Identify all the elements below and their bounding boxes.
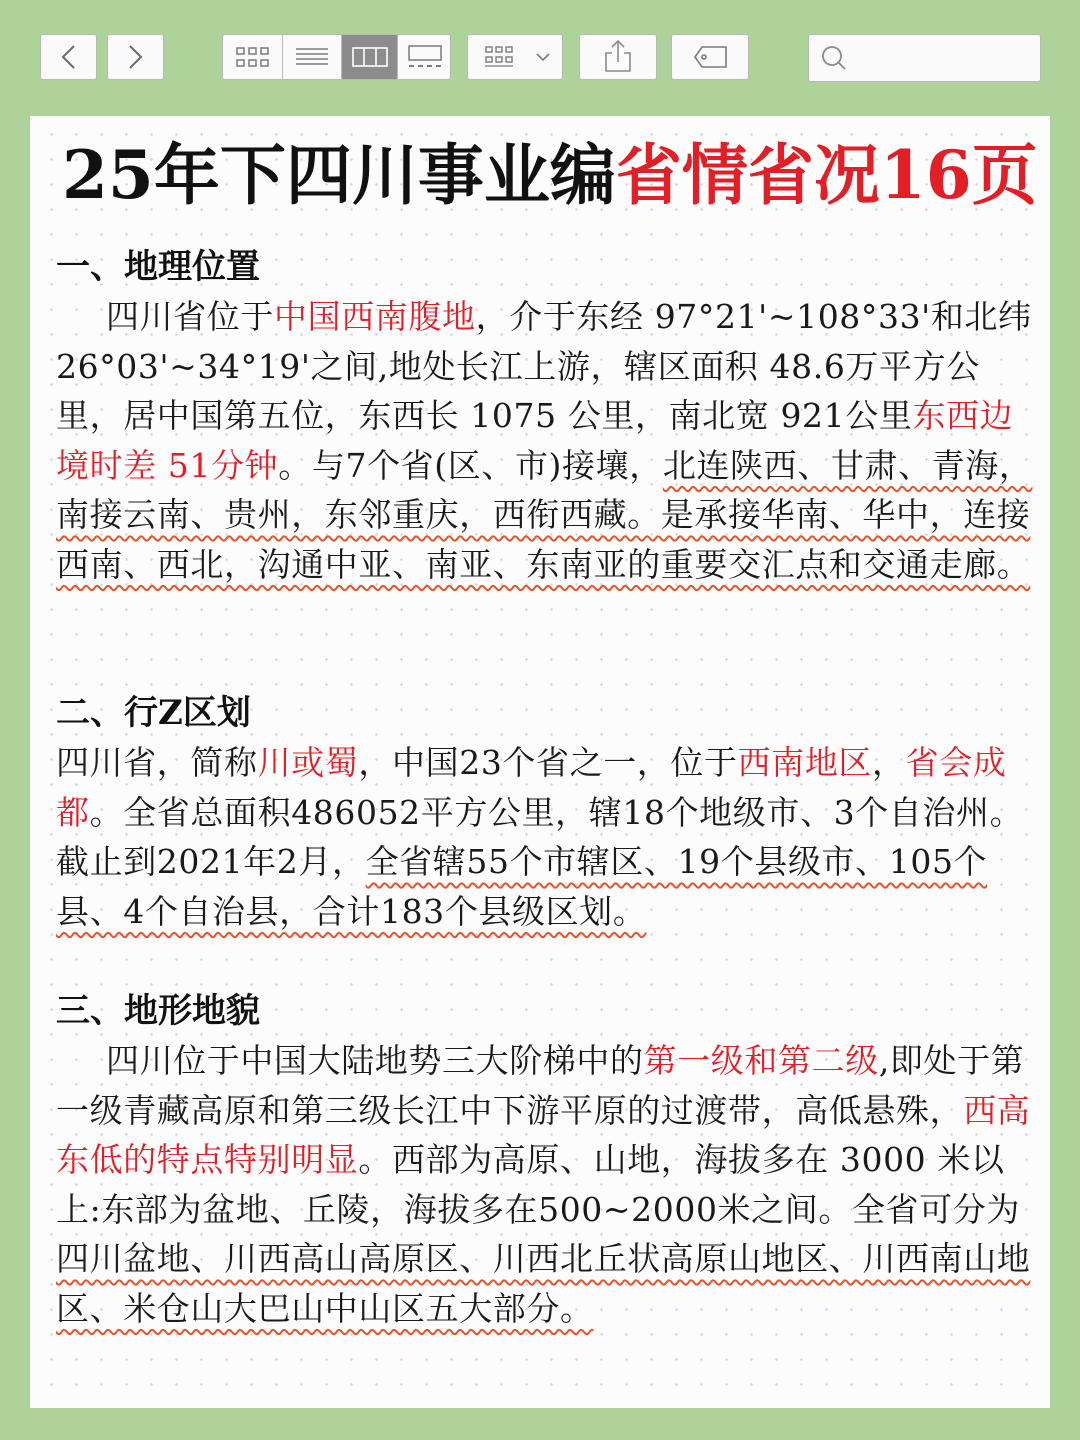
section-geography (56, 242, 1046, 589)
grid-view-icon (231, 42, 275, 72)
title-black: 25年下四川事业编 (62, 136, 616, 214)
underlined-text: 四川盆地、川西高山高原区、川西北丘状高原山地区、川西南山地区、米仓山大巴山中山区五大部分。 (56, 1239, 1031, 1328)
toolbar (0, 0, 1080, 116)
underlined-text: 北连陕西、甘肃、青海，南接云南、贵州，东邻重庆，西衔西藏。是承接华南、华中，连接西南、西北，沟通中亚、南亚、东南亚的重要交汇点和交通走廊。 (56, 445, 1033, 584)
highlight-text: 第一级和第二级 (643, 1041, 879, 1080)
section-paragraph: 四川省，简称川或蜀，中国23个省之一，位于西南地区，省会成都。全省总面积486052平方公里，辖18个地级市、3个自治州。截止到2021年2月，全省辖55个市辖区、19个县级市、105个县、4个自治县，合计183个县级区划。 (56, 743, 1024, 931)
back-button[interactable] (40, 34, 97, 80)
section-heading: 二、行Z区划 (56, 693, 251, 733)
highlight-text: 省会成都 (56, 743, 1007, 832)
search-field[interactable] (808, 34, 1041, 82)
search-input[interactable] (857, 41, 1037, 77)
document-title (62, 135, 1042, 215)
column-view-button[interactable] (342, 35, 398, 79)
tag-icon (672, 35, 748, 79)
title-red: 省情省况16页 (615, 136, 1038, 214)
gallery-view-icon (405, 42, 445, 72)
section-heading: 三、地形地貌 (56, 991, 260, 1031)
underlined-text: 全省辖55个市辖区、19个县级市、105个县、4个自治县，合计183个县级区划。 (56, 842, 988, 931)
search-icon (809, 35, 857, 81)
section-terrain (56, 986, 1046, 1333)
section-paragraph: 四川位于中国大陆地势三大阶梯中的第一级和第二级,即处于第一级青藏高原和第三级长江中下游平原的过渡带，高低悬殊，西高东低的特点特别明显。西部为高原、山地，海拔多在 3000 米以上:东部为盆地、丘陵，海拔多在500~2000米之间。全省可分为四川盆地、川西高山高原区、川西北丘状高原山地区、川西南山地区、米仓山大巴山中山区五大部分。 (56, 1041, 1031, 1328)
group-by-dropdown[interactable] (467, 34, 563, 80)
gallery-view-button[interactable] (398, 35, 451, 79)
highlight-text: 东西边境时差 51分钟 (56, 396, 1014, 485)
chevron-right-icon (108, 35, 163, 79)
chevron-left-icon (41, 35, 96, 79)
section-heading: 一、地理位置 (56, 247, 260, 287)
share-button[interactable] (579, 34, 657, 80)
highlight-text: 西南地区 (737, 743, 873, 782)
list-view-icon (292, 42, 332, 72)
section-paragraph: 四川省位于中国西南腹地，介于东经 97°21'~108°33'和北纬26°03'~34°19'之间,地处长江上游，辖区面积 48.6万平方公里，居中国第五位，东西长 1075 公里，南北宽 921公里东西边境时差 51分钟。与7个省(区、市)接壤，北连陕西、甘肃、青海，南接云南、贵州，东邻重庆，西衔西藏。是承接华南、华中，连接西南、西北，沟通中亚、南亚、东南亚的重要交汇点和交通走廊。 (56, 297, 1033, 584)
grid-view-button[interactable] (223, 35, 283, 79)
list-view-button[interactable] (283, 35, 342, 79)
section-administrative (56, 688, 1046, 936)
highlight-text: 川或蜀 (257, 743, 359, 782)
share-icon (580, 35, 656, 79)
highlight-text: 中国西南腹地 (274, 297, 476, 336)
highlight-text: 西高东低的特点特别明显 (56, 1090, 1031, 1179)
tag-button[interactable] (671, 34, 749, 80)
group-by-icon (468, 35, 562, 79)
chevron-down-icon (537, 54, 549, 60)
view-mode-segmented-control (222, 34, 451, 80)
forward-button[interactable] (107, 34, 164, 80)
column-view-icon (350, 42, 390, 72)
